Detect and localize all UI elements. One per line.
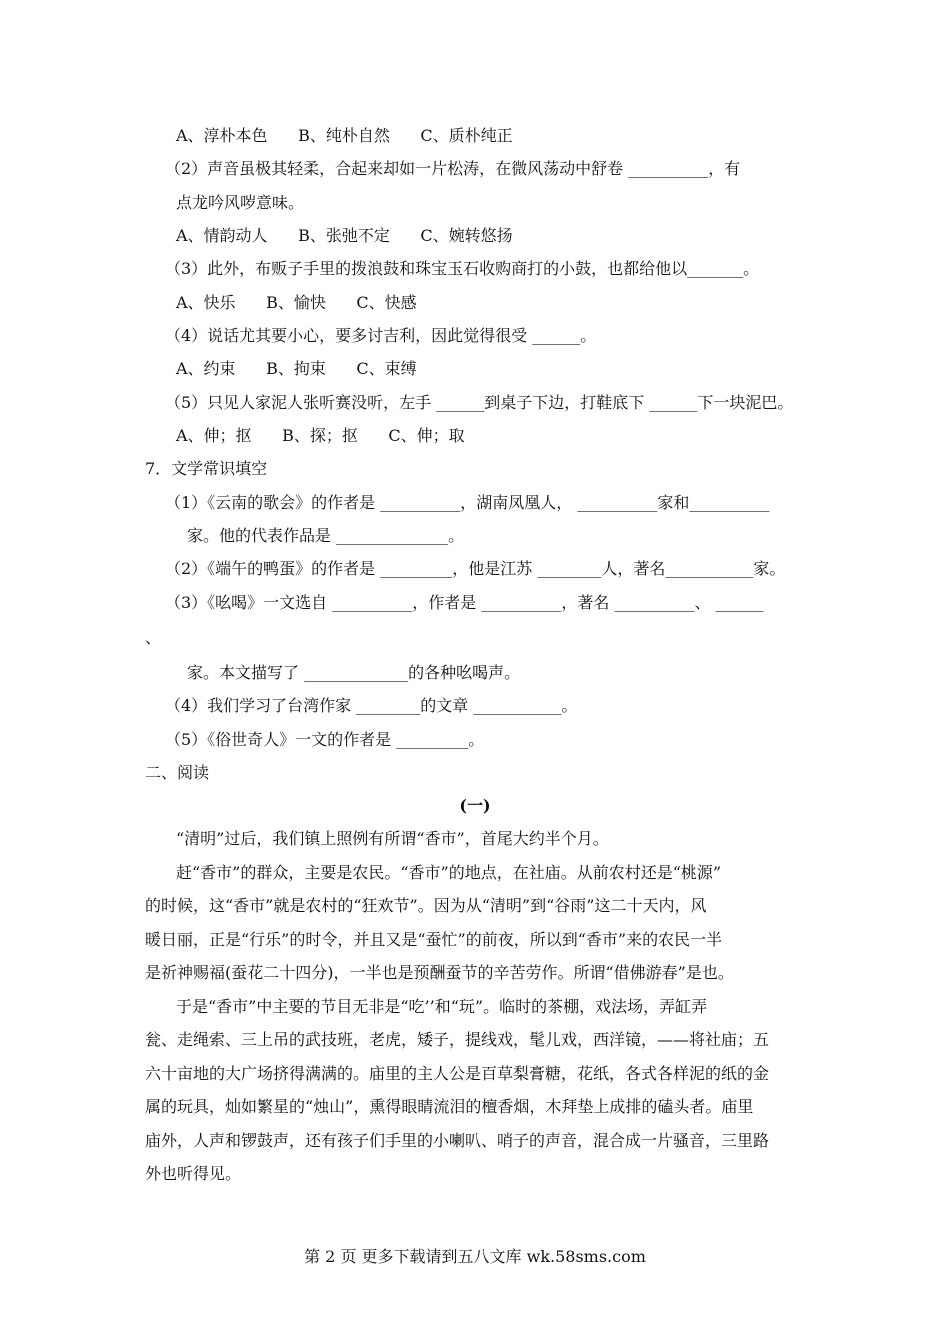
q6-1-options: A、淳朴本色 B、纯朴自然 C、质朴纯正	[176, 126, 513, 145]
q7-3-stem-wrap: 、	[145, 628, 162, 647]
q6-5-stem: （5）只见人家泥人张听赛没听，左手 ______到桌子下边，打鞋底下 ______下一块泥巴。	[165, 393, 794, 412]
q7-2-stem: （2）《端午的鸭蛋》的作者是 _________，他是江苏 ________人，著名___________家。	[165, 559, 786, 578]
passage-line: “清明”过后，我们镇上照例有所谓“香市”，首尾大约半个月。	[176, 829, 609, 848]
q6-2-stem-cont: 点龙吟风哕意味。	[176, 193, 305, 212]
q7-3-stem-cont: 家。本文描写了 _____________的各种吆喝声。	[187, 663, 521, 682]
q7-5-stem: （5）《俗世奇人》一文的作者是 _________。	[165, 730, 485, 749]
passage-line: 的时候，这“香市”就是农村的“狂欢节”。因为从“清明”到“谷雨”这二十天内，风	[145, 896, 707, 915]
q6-3-stem: （3）此外，布贩子手里的拨浪鼓和珠宝玉石收购商打的小鼓，也都给他以_______。	[165, 259, 760, 278]
q7-heading: 7．文学常识填空	[145, 459, 268, 478]
passage-line: 瓮、走绳索、三上吊的武技班，老虎，矮子，提线戏，髦儿戏，西洋镜，——将社庙；五	[145, 1030, 770, 1049]
q6-2-stem: （2）声音虽极其轻柔，合起来却如一片松涛，在微风荡动中舒卷 __________，有	[165, 159, 741, 178]
q7-1-stem: （1）《云南的歌会》的作者是 __________，湖南凤凰人， __________家和__________	[165, 493, 770, 512]
q7-3-stem: （3）《吆喝》一文选自 __________，作者是 __________，著名 __________、 ______	[165, 593, 764, 612]
q6-3-options: A、快乐 B、愉快 C、快感	[176, 293, 417, 312]
passage-line: 属的玩具，灿如繁星的“烛山”，熏得眼睛流泪的檀香烟，木拜垫上成排的磕头者。庙里	[145, 1097, 754, 1116]
passage-line: 外也听得见。	[145, 1164, 242, 1183]
q7-1-stem-cont: 家。他的代表作品是 ______________。	[187, 526, 465, 545]
passage-line: 六十亩地的大广场挤得满满的。庙里的主人公是百草梨膏糖，花纸，各式各样泥的纸的金	[145, 1064, 770, 1083]
passage-line: 赶“香市”的群众，主要是农民。“香市”的地点，在社庙。从前农村还是“桃源”	[176, 863, 722, 882]
q6-4-stem: （4）说话尤其要小心，要多讨吉利，因此觉得很受 ______。	[165, 326, 597, 345]
page-footer: 第 2 页 更多下载请到五八文库 wk.58sms.com	[304, 1247, 646, 1266]
q6-4-options: A、约束 B、拘束 C、束缚	[176, 359, 417, 378]
passage-line: 于是“香市”中主要的节目无非是“吃’’和“玩”。临时的茶棚，戏法场，弄缸弄	[176, 997, 708, 1016]
passage-line: 庙外，人声和锣鼓声，还有孩子们手里的小喇叭、哨子的声音，混合成一片骚音，三里路	[145, 1131, 770, 1150]
q6-5-options: A、伸；抠 B、探；抠 C、伸；取	[176, 426, 465, 445]
passage-line: 是祈神赐福(蚕花二十四分)，一半也是预酬蚕节的辛苦劳作。所谓“借佛游春”是也。	[145, 963, 734, 982]
section-heading-reading: 二、阅读	[145, 763, 210, 782]
passage-line: 暖日丽，正是“行乐”的时令，并且又是“蚕忙”的前夜，所以到“香市”来的农民一半	[145, 930, 723, 949]
q6-2-options: A、情韵动人 B、张弛不定 C、婉转悠扬	[176, 226, 513, 245]
passage-title: (一)	[459, 796, 491, 815]
q7-4-stem: （4）我们学习了台湾作家 ________的文章 ___________。	[165, 696, 578, 715]
